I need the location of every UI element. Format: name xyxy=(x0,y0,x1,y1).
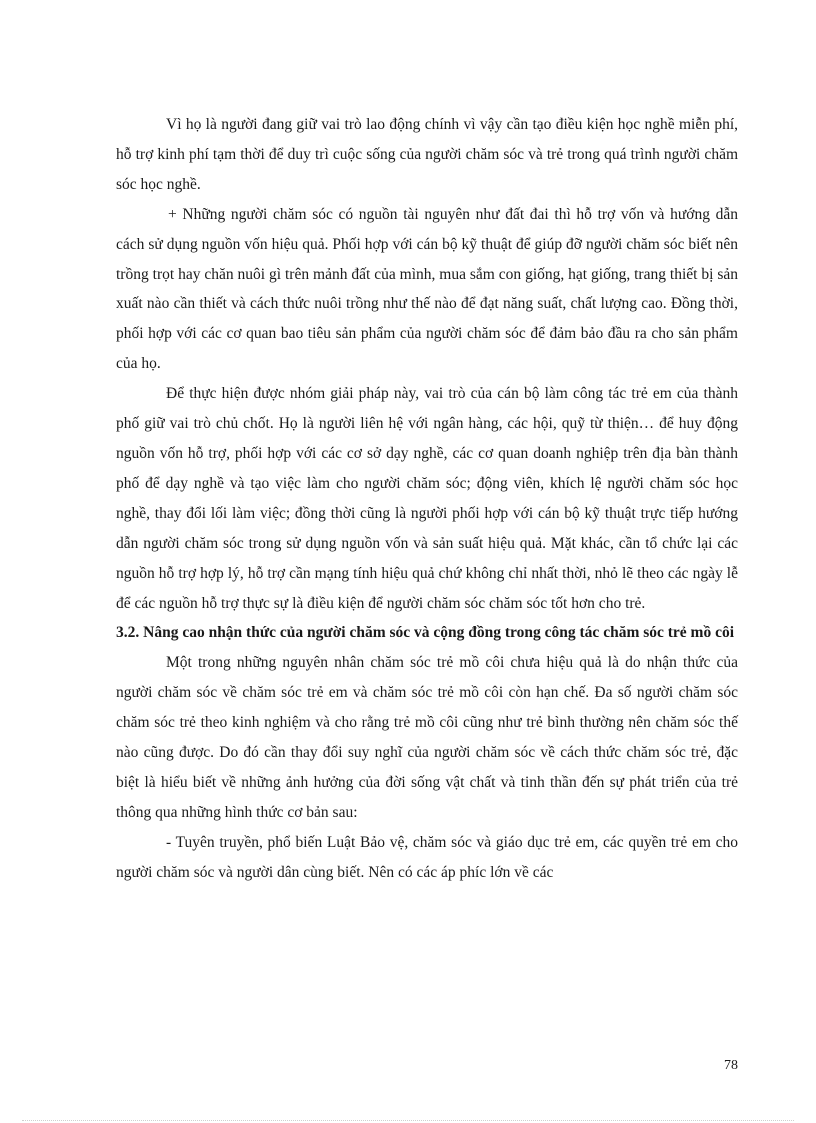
paragraph-officer-role: Để thực hiện được nhóm giải pháp này, vai trò của cán bộ làm công tác trẻ em của thành phố giữ vai trò chủ chốt. Họ là người liên hệ với ngân hàng, các hội, quỹ từ thiện… để huy động nguồn vốn hỗ trợ, phối hợp với các cơ sở dạy nghề, các cơ quan doanh nghiệp trên địa bàn thành phố để dạy nghề và tạo việc làm cho người chăm sóc; động viên, khích lệ người chăm sóc học nghề, thay đổi lối làm việc; đồng thời cũng là người phối hợp với cán bộ kỹ thuật trực tiếp hướng dẫn người chăm sóc trong sử dụng nguồn vốn và sản suất hiệu quả. Mặt khác, cần tổ chức lại các nguồn hỗ trợ hợp lý, hỗ trợ cần mạng tính hiệu quả chứ không chỉ nhất thời, nhỏ lẽ theo các ngày lễ để các nguồn hỗ trợ thực sự là điều kiện để người chăm sóc chăm sóc tốt hơn cho trẻ. xyxy=(116,385,738,612)
paragraph-propaganda: - Tuyên truyền, phổ biến Luật Bảo vệ, chăm sóc và giáo dục trẻ em, các quyền trẻ em cho người chăm sóc và người dân cùng biết. Nên có các áp phíc lớn về các xyxy=(116,833,738,881)
paragraph-land-resources: + Những người chăm sóc có nguồn tài nguyên như đất đai thì hỗ trợ vốn và hướng dẫn cách sử dụng nguồn vốn hiệu quả. Phối hợp với cán bộ kỹ thuật để giúp đỡ người chăm sóc biết nên trồng trọt hay chăn nuôi gì trên mảnh đất của mình, mua sắm con giống, hạt giống, trang thiết bị sản xuất nào cần thiết và cách thức nuôi trồng như thế nào để đạt năng suất, chất lượng cao. Đồng thời, phối hợp với các cơ quan bao tiêu sản phẩm của người chăm sóc để đảm bảo đầu ra cho sản phẩm của họ. xyxy=(116,205,738,373)
page-body xyxy=(116,110,738,888)
section-heading: 3.2. Nâng cao nhận thức của người chăm sóc và cộng đồng trong công tác chăm sóc trẻ mồ côi xyxy=(116,624,735,642)
page-number: 78 xyxy=(724,1058,738,1073)
page-edge-divider xyxy=(22,1120,794,1121)
paragraph-awareness: Một trong những nguyên nhân chăm sóc trẻ mồ côi chưa hiệu quả là do nhận thức của người chăm sóc về chăm sóc trẻ em và chăm sóc trẻ mồ côi còn hạn chế. Đa số người chăm sóc chăm sóc trẻ theo kinh nghiệm và cho rằng trẻ mồ côi cũng như trẻ bình thường nên chăm sóc thế nào cũng được. Do đó cần thay đổi suy nghĩ của người chăm sóc về cách thức chăm sóc trẻ, đặc biệt là hiểu biết về những ảnh hưởng của đời sống vật chất và tinh thần đến sự phát triển của trẻ thông qua những hình thức cơ bản sau: xyxy=(116,654,738,821)
paragraph-vocational-support: Vì họ là người đang giữ vai trò lao động chính vì vậy cần tạo điều kiện học nghề miễn phí, hỗ trợ kinh phí tạm thời để duy trì cuộc sống của người chăm sóc và trẻ trong quá trình người chăm sóc học nghề. xyxy=(116,116,738,193)
